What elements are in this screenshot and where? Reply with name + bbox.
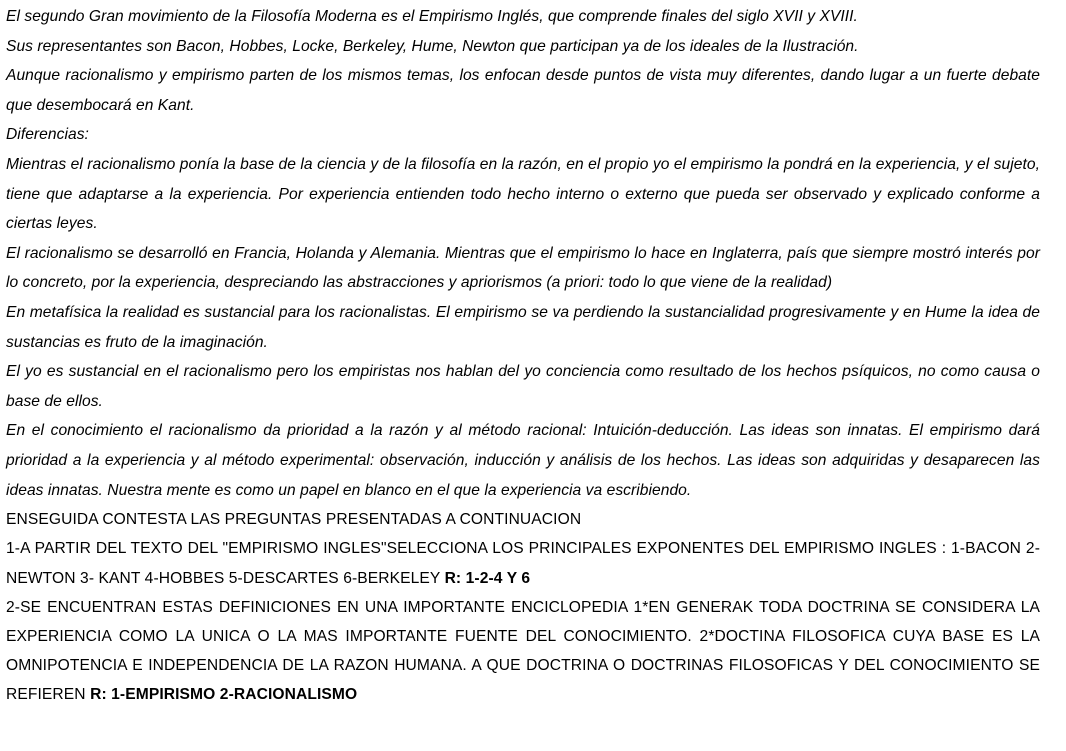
paragraph-metaphysics: En metafísica la realidad es sustancial para los racionalistas. El empirismo se va perdiendo la sustancialidad progresivamente y en Hume la idea de sustancias es fruto de la imaginación.	[6, 303, 1040, 351]
paragraph-debate: Aunque racionalismo y empirismo parten de los mismos temas, los enfocan desde puntos de vista muy diferentes, dando lugar a un fuerte debate que desembocará en Kant.	[6, 67, 1040, 114]
paragraph-basis: Mientras el racionalismo ponía la base de la ciencia y de la filosofía en la razón, en el propio yo el empirismo la pondrá en la experiencia, y el sujeto, tiene que adaptarse a la experiencia. Por experiencia entienden todo hecho interno o externo que pueda ser observado y explicado conforme a ciertas leyes.	[6, 155, 1040, 233]
differences-heading: Diferencias:	[6, 126, 89, 144]
question-2-text: 2-SE ENCUENTRAN ESTAS DEFINICIONES EN UNA IMPORTANTE ENCICLOPEDIA 1*EN GENERAK TODA DOCTRINA SE CONSIDERA LA EXPERIENCIA COMO LA UNICA O LA MAS IMPORTANTE FUENTE DEL CONOCIMIENTO. 2*DOCTINA FILOSOFICA CUYA BASE ES LA OMNIPOTENCIA E INDEPENDENCIA DE LA RAZON HUMANA. A QUE DOCTRINA O DOCTRINAS FILOSOFICAS Y DEL CONOCIMIENTO SE REFIEREN	[6, 598, 1040, 704]
paragraph-geography: El racionalismo se desarrolló en Francia, Holanda y Alemania. Mientras que el empirismo lo hace en Inglaterra, país que siempre mostró interés por lo concreto, por la experiencia, despreciando las abstracciones y apriorismos (a priori: todo lo que viene de la realidad)	[6, 244, 1040, 292]
question-2	[6, 593, 1040, 710]
question-1	[6, 534, 1040, 592]
question-1-text: 1-A PARTIR DEL TEXTO DEL "EMPIRISMO INGLES"SELECCIONA LOS PRINCIPALES EXPONENTES DEL EMPIRISMO INGLES : 1-BACON 2-NEWTON 3- KANT 4-HOBBES 5-DESCARTES 6-BERKELEY	[6, 540, 1040, 587]
paragraph-intro: El segundo Gran movimiento de la Filosofía Moderna es el Empirismo Inglés, que comprende finales del siglo XVII y XVIII.	[6, 8, 858, 25]
document-body	[6, 2, 1040, 710]
question-2-answer: R: 1-EMPIRISMO 2-RACIONALISMO	[90, 686, 358, 704]
paragraph-self: El yo es sustancial en el racionalismo pero los empiristas nos hablan del yo conciencia como resultado de los hechos psíquicos, no como causa o base de ellos.	[6, 363, 1040, 410]
paragraph-knowledge: En el conocimiento el racionalismo da prioridad a la razón y al método racional: Intuición-deducción. Las ideas son innatas. El empirismo dará prioridad a la experiencia y al método experimental: observación, inducción y análisis de los hechos. Las ideas son adquiridas y desaparecen las ideas innatas. Nuestra mente es como un papel en blanco en el que la experiencia va escribiendo.	[6, 422, 1040, 499]
question-1-answer: R: 1-2-4 Y 6	[444, 569, 531, 587]
paragraph-representatives: Sus representantes son Bacon, Hobbes, Locke, Berkeley, Hume, Newton que participan ya de los ideales de la Ilustración.	[6, 37, 859, 55]
instruction-line: ENSEGUIDA CONTESTA LAS PREGUNTAS PRESENTADAS A CONTINUACION	[6, 511, 582, 529]
